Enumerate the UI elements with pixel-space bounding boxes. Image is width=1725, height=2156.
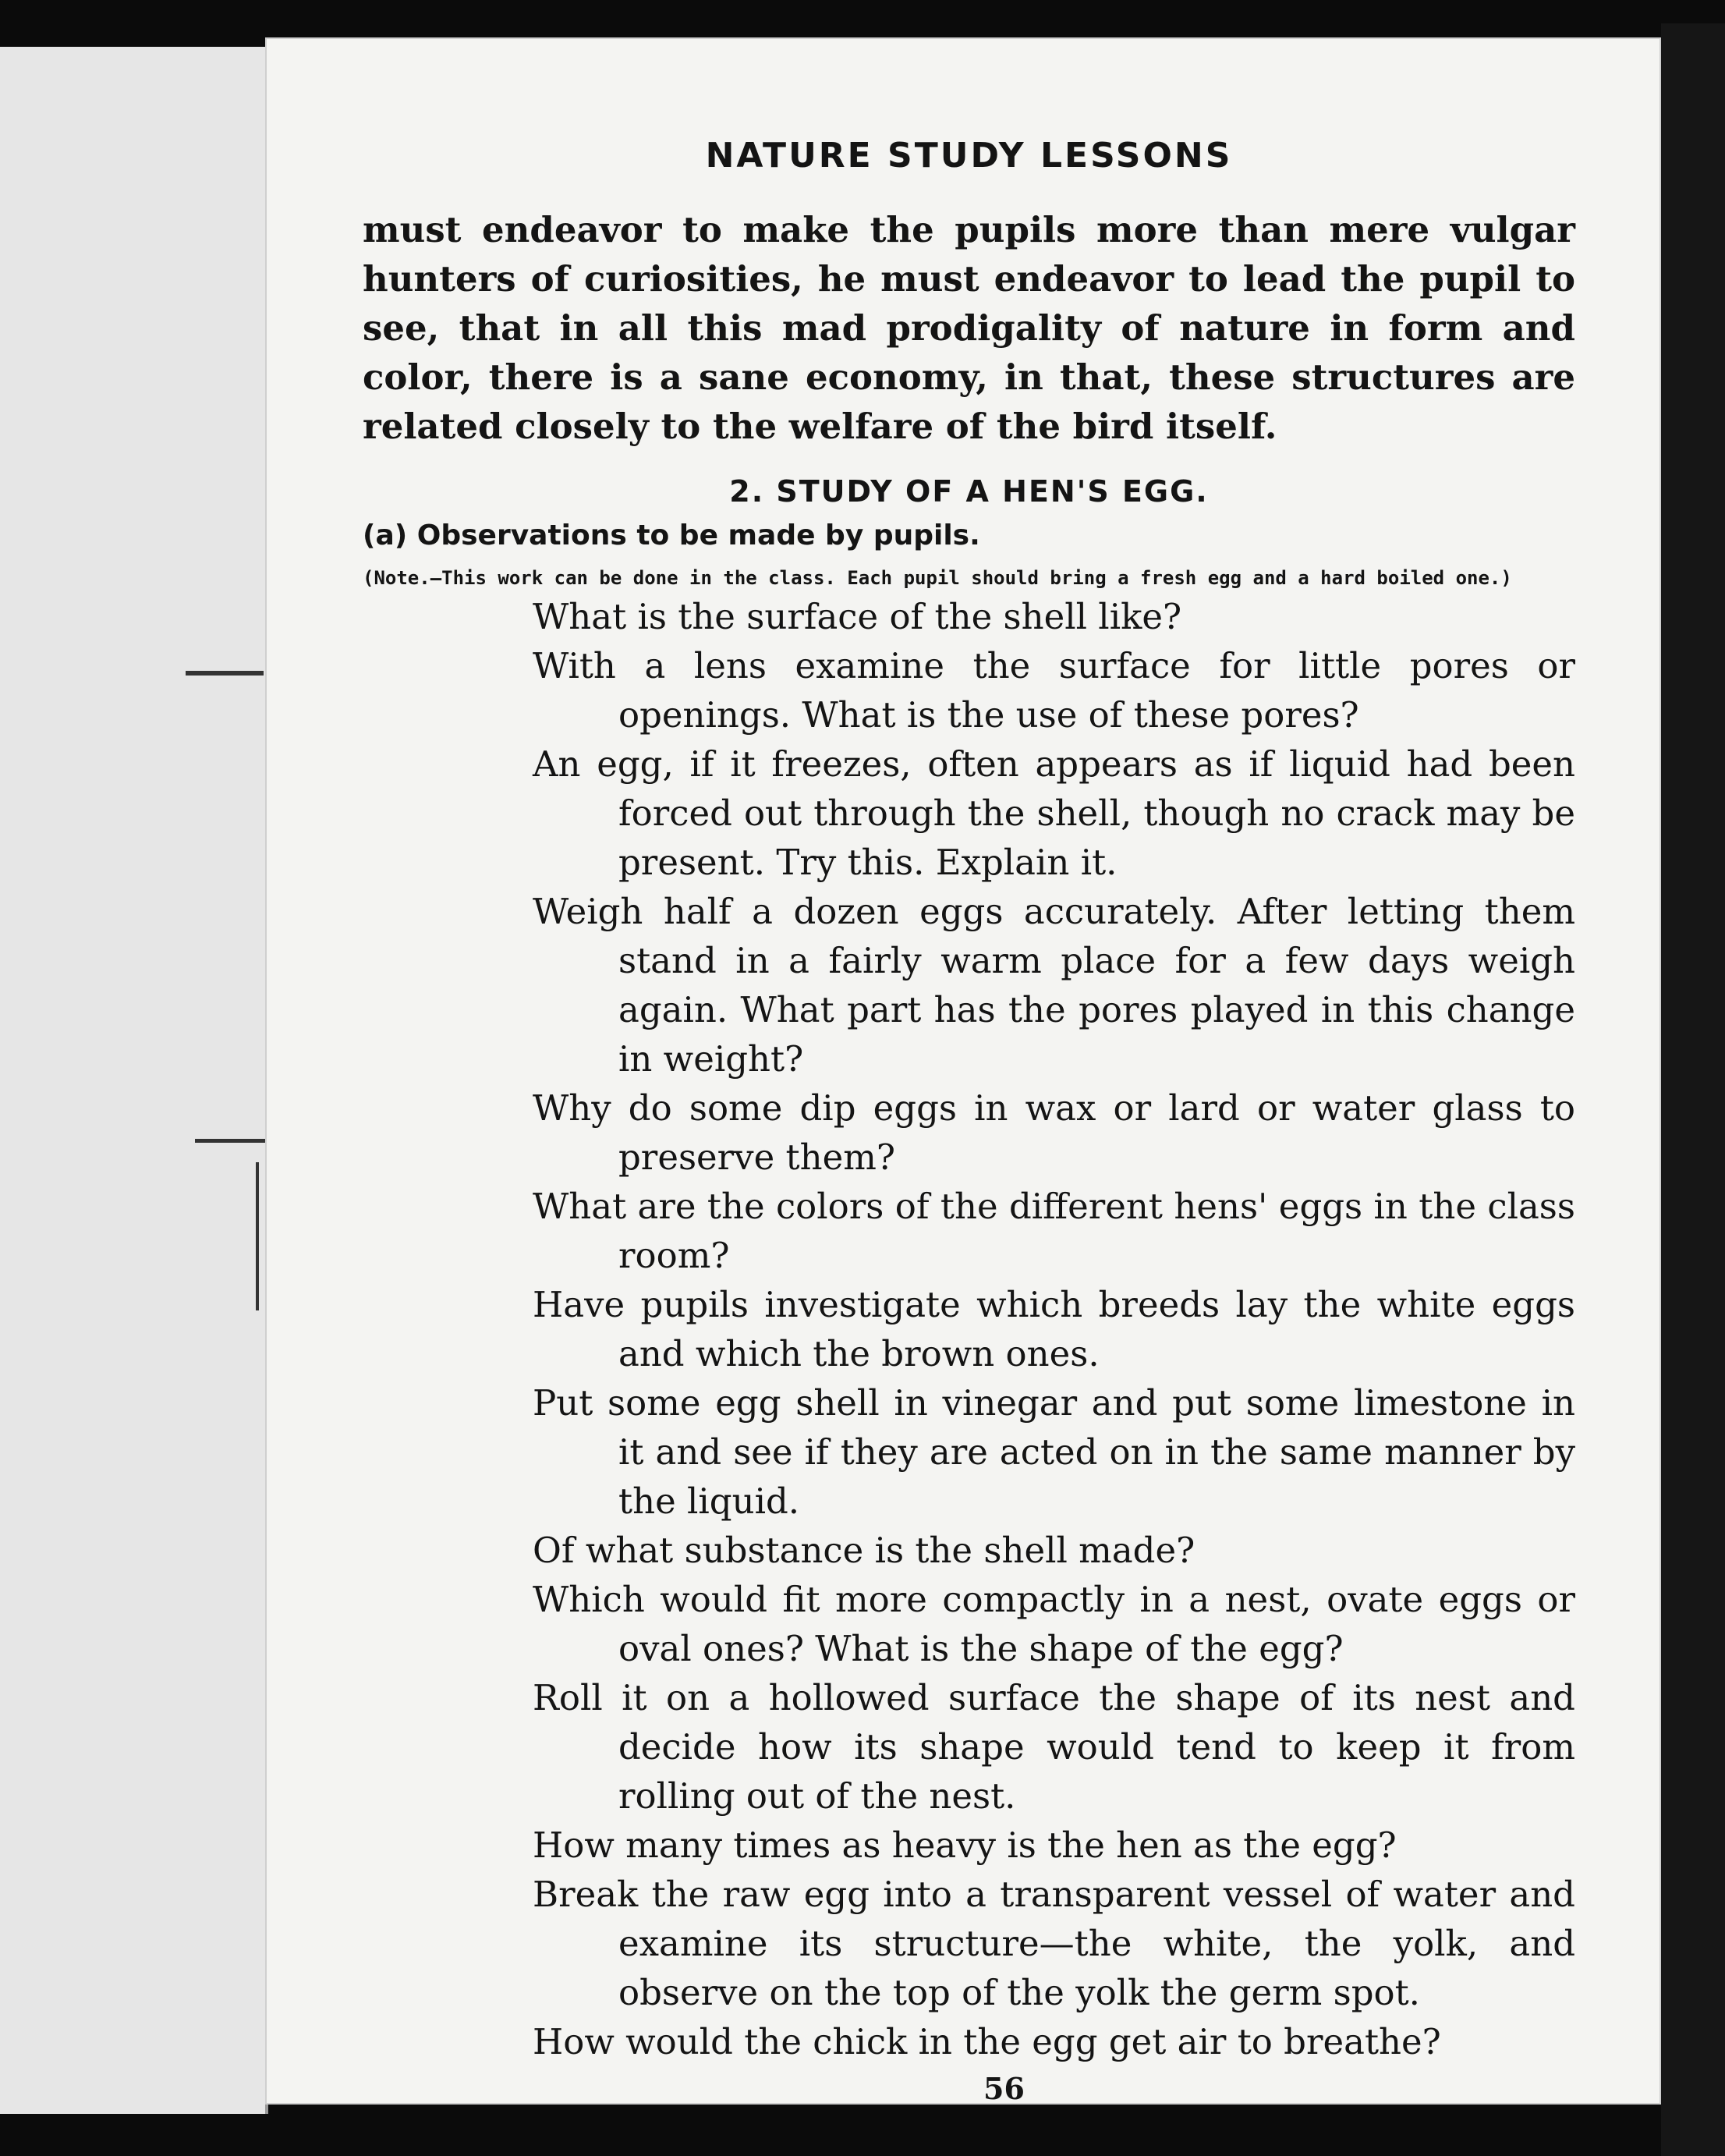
- question-item: An egg, if it freezes, often appears as if liquid had been forced out through the shell, though no crack may be present. Try this. Explain it.: [533, 743, 1575, 883]
- binding-mark: [195, 1139, 273, 1143]
- question-item: What are the colors of the different hens' eggs in the class room?: [533, 1186, 1575, 1276]
- adjacent-page-edge: [0, 47, 268, 2114]
- binding-mark: [186, 671, 264, 676]
- running-head: NATURE STUDY LESSONS: [705, 136, 1233, 176]
- question-item: Have pupils investigate which breeds lay the white eggs and which the brown ones.: [533, 1284, 1575, 1374]
- question-item: Roll it on a hollowed surface the shape of its nest and decide how its shape would tend to keep it from rolling out of the nest.: [533, 1677, 1575, 1817]
- question-item: Of what substance is the shell made?: [533, 1530, 1195, 1571]
- intro-paragraph: must endeavor to make the pupils more than mere vulgar hunters of curiosities, he must endeavor to lead the pupil to see, that in all this mad prodigality of nature in form and color, there is a sane economy, in that, these structures are related closely to the welfare of the bird itself.: [363, 209, 1575, 447]
- question-item: Which would fit more compactly in a nest, ovate eggs or oval ones? What is the shape of the egg?: [533, 1579, 1575, 1669]
- question-item: How many times as heavy is the hen as the egg?: [533, 1824, 1397, 1866]
- question-item: Why do some dip eggs in wax or lard or water glass to preserve them?: [533, 1087, 1575, 1178]
- question-item: Break the raw egg into a transparent vessel of water and examine its structure—the white, the yolk, and observe on the top of the yolk the germ spot.: [533, 1874, 1575, 2013]
- scan-border-right: [1661, 23, 1725, 2156]
- question-item: With a lens examine the surface for little pores or openings. What is the use of these pores?: [533, 645, 1575, 736]
- note: (Note.—This work can be done in the class. Each pupil should bring a fresh egg and a hard boiled one.): [363, 567, 1512, 589]
- question-item: What is the surface of the shell like?: [533, 596, 1182, 637]
- binding-rule: [256, 1162, 259, 1310]
- question-item: How would the chick in the egg get air to breathe?: [533, 2021, 1441, 2062]
- question-list: [533, 592, 1575, 2066]
- question-item: Weigh half a dozen eggs accurately. After letting them stand in a fairly warm place for a few days weigh again. What part has the pores played in this change in weight?: [533, 891, 1575, 1080]
- page-content: [363, 100, 1575, 2106]
- page-number: 56: [983, 2071, 1025, 2106]
- subheading: (a) Observations to be made by pupils.: [363, 519, 980, 551]
- section-title: 2. STUDY OF A HEN'S EGG.: [729, 474, 1209, 509]
- book-page: [265, 37, 1661, 2105]
- question-item: Put some egg shell in vinegar and put some limestone in it and see if they are acted on in the same manner by the liquid.: [533, 1382, 1575, 1522]
